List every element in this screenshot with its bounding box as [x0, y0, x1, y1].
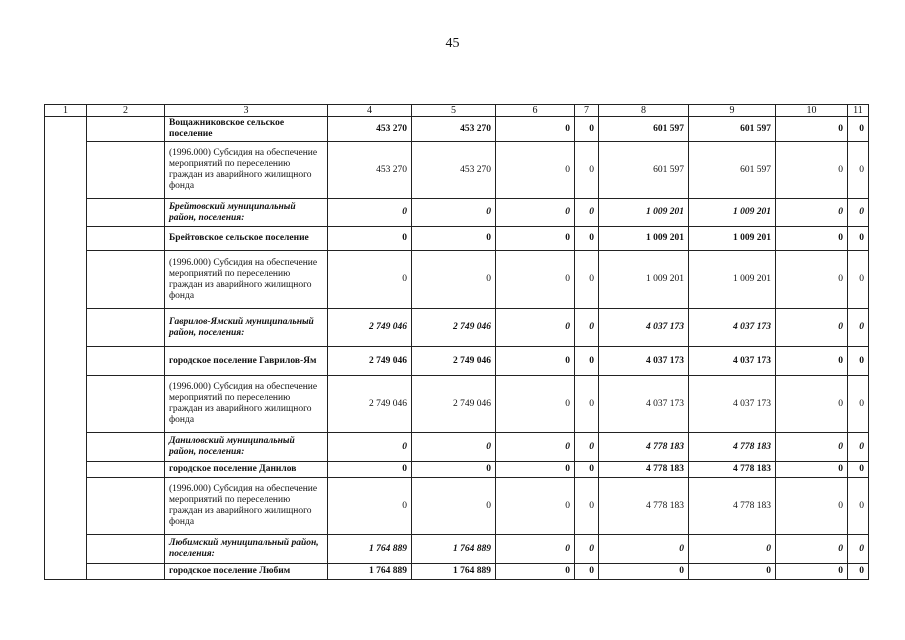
empty-cell-col2 [87, 117, 165, 142]
value-cell-c10: 0 [776, 347, 848, 376]
value-cell-c7: 0 [575, 433, 599, 462]
empty-cell-col2 [87, 462, 165, 478]
value-cell-c4: 0 [328, 433, 412, 462]
value-cell-c7: 0 [575, 347, 599, 376]
value-cell-c7: 0 [575, 535, 599, 564]
value-cell-c4: 0 [328, 462, 412, 478]
value-cell-c8: 4 778 183 [599, 433, 689, 462]
value-cell-c9: 4 037 173 [689, 376, 776, 433]
value-cell-c11: 0 [848, 251, 869, 309]
empty-cell-col2 [87, 227, 165, 251]
value-cell-c11: 0 [848, 478, 869, 535]
value-cell-c6: 0 [496, 227, 575, 251]
value-cell-c4: 0 [328, 227, 412, 251]
value-cell-c10: 0 [776, 142, 848, 199]
page-number: 45 [445, 36, 460, 51]
value-cell-c5: 0 [412, 433, 496, 462]
value-cell-c5: 0 [412, 227, 496, 251]
value-cell-c6: 0 [496, 309, 575, 347]
empty-cell-col2 [87, 199, 165, 227]
value-cell-c10: 0 [776, 309, 848, 347]
column-header: 2 [87, 105, 165, 117]
value-cell-c8: 4 037 173 [599, 309, 689, 347]
value-cell-c11: 0 [848, 347, 869, 376]
row-name-cell: (1996.000) Субсидия на обеспечение мероприятий по переселению граждан из аварийного жилищного фонда [165, 251, 328, 309]
value-cell-c11: 0 [848, 564, 869, 580]
value-cell-c9: 4 037 173 [689, 347, 776, 376]
row-name-cell: (1996.000) Субсидия на обеспечение мероприятий по переселению граждан из аварийного жилищного фонда [165, 478, 328, 535]
table-row [45, 564, 869, 580]
empty-cell-col2 [87, 478, 165, 535]
row-name-cell: Вощажниковское сельское поселение [165, 117, 328, 142]
row-name-cell: Брейтовский муниципальный район, поселения: [165, 199, 328, 227]
column-header: 3 [165, 105, 328, 117]
value-cell-c7: 0 [575, 227, 599, 251]
value-cell-c6: 0 [496, 251, 575, 309]
value-cell-c9: 601 597 [689, 117, 776, 142]
table-row [45, 117, 869, 142]
value-cell-c8: 601 597 [599, 142, 689, 199]
value-cell-c4: 453 270 [328, 142, 412, 199]
empty-cell-col2 [87, 251, 165, 309]
value-cell-c7: 0 [575, 309, 599, 347]
value-cell-c7: 0 [575, 564, 599, 580]
value-cell-c8: 0 [599, 535, 689, 564]
value-cell-c11: 0 [848, 462, 869, 478]
value-cell-c4: 0 [328, 199, 412, 227]
row-name-cell: Любимский муниципальный район, поселения: [165, 535, 328, 564]
value-cell-c9: 0 [689, 535, 776, 564]
value-cell-c4: 453 270 [328, 117, 412, 142]
value-cell-c8: 1 009 201 [599, 227, 689, 251]
value-cell-c4: 1 764 889 [328, 535, 412, 564]
value-cell-c11: 0 [848, 535, 869, 564]
table-row [45, 462, 869, 478]
value-cell-c6: 0 [496, 433, 575, 462]
value-cell-c5: 453 270 [412, 142, 496, 199]
row-name-cell: городское поселение Данилов [165, 462, 328, 478]
empty-cell-col1 [45, 117, 87, 580]
empty-cell-col2 [87, 535, 165, 564]
value-cell-c4: 2 749 046 [328, 309, 412, 347]
value-cell-c11: 0 [848, 376, 869, 433]
value-cell-c9: 601 597 [689, 142, 776, 199]
value-cell-c10: 0 [776, 478, 848, 535]
empty-cell-col2 [87, 564, 165, 580]
table-row [45, 227, 869, 251]
value-cell-c8: 4 037 173 [599, 347, 689, 376]
value-cell-c6: 0 [496, 347, 575, 376]
budget-table [44, 104, 869, 580]
value-cell-c11: 0 [848, 199, 869, 227]
row-name-cell: городское поселение Любим [165, 564, 328, 580]
value-cell-c11: 0 [848, 309, 869, 347]
value-cell-c5: 1 764 889 [412, 535, 496, 564]
value-cell-c9: 1 009 201 [689, 199, 776, 227]
value-cell-c8: 1 009 201 [599, 199, 689, 227]
column-header: 7 [575, 105, 599, 117]
column-number-row [45, 105, 869, 117]
value-cell-c4: 2 749 046 [328, 347, 412, 376]
value-cell-c8: 4 037 173 [599, 376, 689, 433]
row-name-cell: (1996.000) Субсидия на обеспечение мероприятий по переселению граждан из аварийного жилищного фонда [165, 376, 328, 433]
table-row [45, 309, 869, 347]
value-cell-c4: 0 [328, 478, 412, 535]
column-header: 8 [599, 105, 689, 117]
column-header: 5 [412, 105, 496, 117]
table-row [45, 199, 869, 227]
value-cell-c10: 0 [776, 117, 848, 142]
table-row [45, 535, 869, 564]
value-cell-c6: 0 [496, 117, 575, 142]
value-cell-c10: 0 [776, 433, 848, 462]
value-cell-c7: 0 [575, 142, 599, 199]
value-cell-c8: 4 778 183 [599, 478, 689, 535]
value-cell-c7: 0 [575, 251, 599, 309]
table-row [45, 433, 869, 462]
row-name-cell: (1996.000) Субсидия на обеспечение мероприятий по переселению граждан из аварийного жилищного фонда [165, 142, 328, 199]
value-cell-c11: 0 [848, 433, 869, 462]
value-cell-c4: 1 764 889 [328, 564, 412, 580]
row-name-cell: Брейтовское сельское поселение [165, 227, 328, 251]
value-cell-c7: 0 [575, 478, 599, 535]
value-cell-c10: 0 [776, 199, 848, 227]
column-header: 4 [328, 105, 412, 117]
value-cell-c5: 0 [412, 462, 496, 478]
value-cell-c6: 0 [496, 376, 575, 433]
table-row [45, 376, 869, 433]
value-cell-c6: 0 [496, 564, 575, 580]
value-cell-c5: 0 [412, 199, 496, 227]
row-name-cell: Гаврилов-Ямский муниципальный район, поселения: [165, 309, 328, 347]
value-cell-c5: 2 749 046 [412, 376, 496, 433]
column-header: 9 [689, 105, 776, 117]
value-cell-c6: 0 [496, 478, 575, 535]
value-cell-c5: 2 749 046 [412, 347, 496, 376]
empty-cell-col2 [87, 309, 165, 347]
value-cell-c9: 4 037 173 [689, 309, 776, 347]
row-name-cell: Даниловский муниципальный район, поселения: [165, 433, 328, 462]
empty-cell-col2 [87, 433, 165, 462]
value-cell-c8: 1 009 201 [599, 251, 689, 309]
value-cell-c6: 0 [496, 535, 575, 564]
value-cell-c8: 601 597 [599, 117, 689, 142]
table-row [45, 347, 869, 376]
value-cell-c6: 0 [496, 462, 575, 478]
value-cell-c4: 2 749 046 [328, 376, 412, 433]
column-header: 1 [45, 105, 87, 117]
value-cell-c5: 2 749 046 [412, 309, 496, 347]
value-cell-c8: 0 [599, 564, 689, 580]
value-cell-c9: 1 009 201 [689, 227, 776, 251]
value-cell-c9: 4 778 183 [689, 478, 776, 535]
value-cell-c11: 0 [848, 117, 869, 142]
value-cell-c7: 0 [575, 199, 599, 227]
value-cell-c10: 0 [776, 535, 848, 564]
column-header: 10 [776, 105, 848, 117]
value-cell-c5: 0 [412, 251, 496, 309]
value-cell-c10: 0 [776, 564, 848, 580]
table-row [45, 251, 869, 309]
value-cell-c5: 1 764 889 [412, 564, 496, 580]
value-cell-c4: 0 [328, 251, 412, 309]
row-name-cell: городское поселение Гаврилов-Ям [165, 347, 328, 376]
value-cell-c9: 4 778 183 [689, 433, 776, 462]
table-row [45, 142, 869, 199]
value-cell-c10: 0 [776, 251, 848, 309]
value-cell-c9: 1 009 201 [689, 251, 776, 309]
empty-cell-col2 [87, 376, 165, 433]
value-cell-c7: 0 [575, 117, 599, 142]
value-cell-c10: 0 [776, 462, 848, 478]
value-cell-c9: 0 [689, 564, 776, 580]
table-row [45, 478, 869, 535]
value-cell-c10: 0 [776, 227, 848, 251]
value-cell-c11: 0 [848, 227, 869, 251]
value-cell-c7: 0 [575, 462, 599, 478]
value-cell-c8: 4 778 183 [599, 462, 689, 478]
value-cell-c5: 453 270 [412, 117, 496, 142]
value-cell-c5: 0 [412, 478, 496, 535]
value-cell-c6: 0 [496, 142, 575, 199]
empty-cell-col2 [87, 142, 165, 199]
value-cell-c9: 4 778 183 [689, 462, 776, 478]
empty-cell-col2 [87, 347, 165, 376]
value-cell-c7: 0 [575, 376, 599, 433]
column-header: 11 [848, 105, 869, 117]
value-cell-c10: 0 [776, 376, 848, 433]
value-cell-c6: 0 [496, 199, 575, 227]
column-header: 6 [496, 105, 575, 117]
value-cell-c11: 0 [848, 142, 869, 199]
